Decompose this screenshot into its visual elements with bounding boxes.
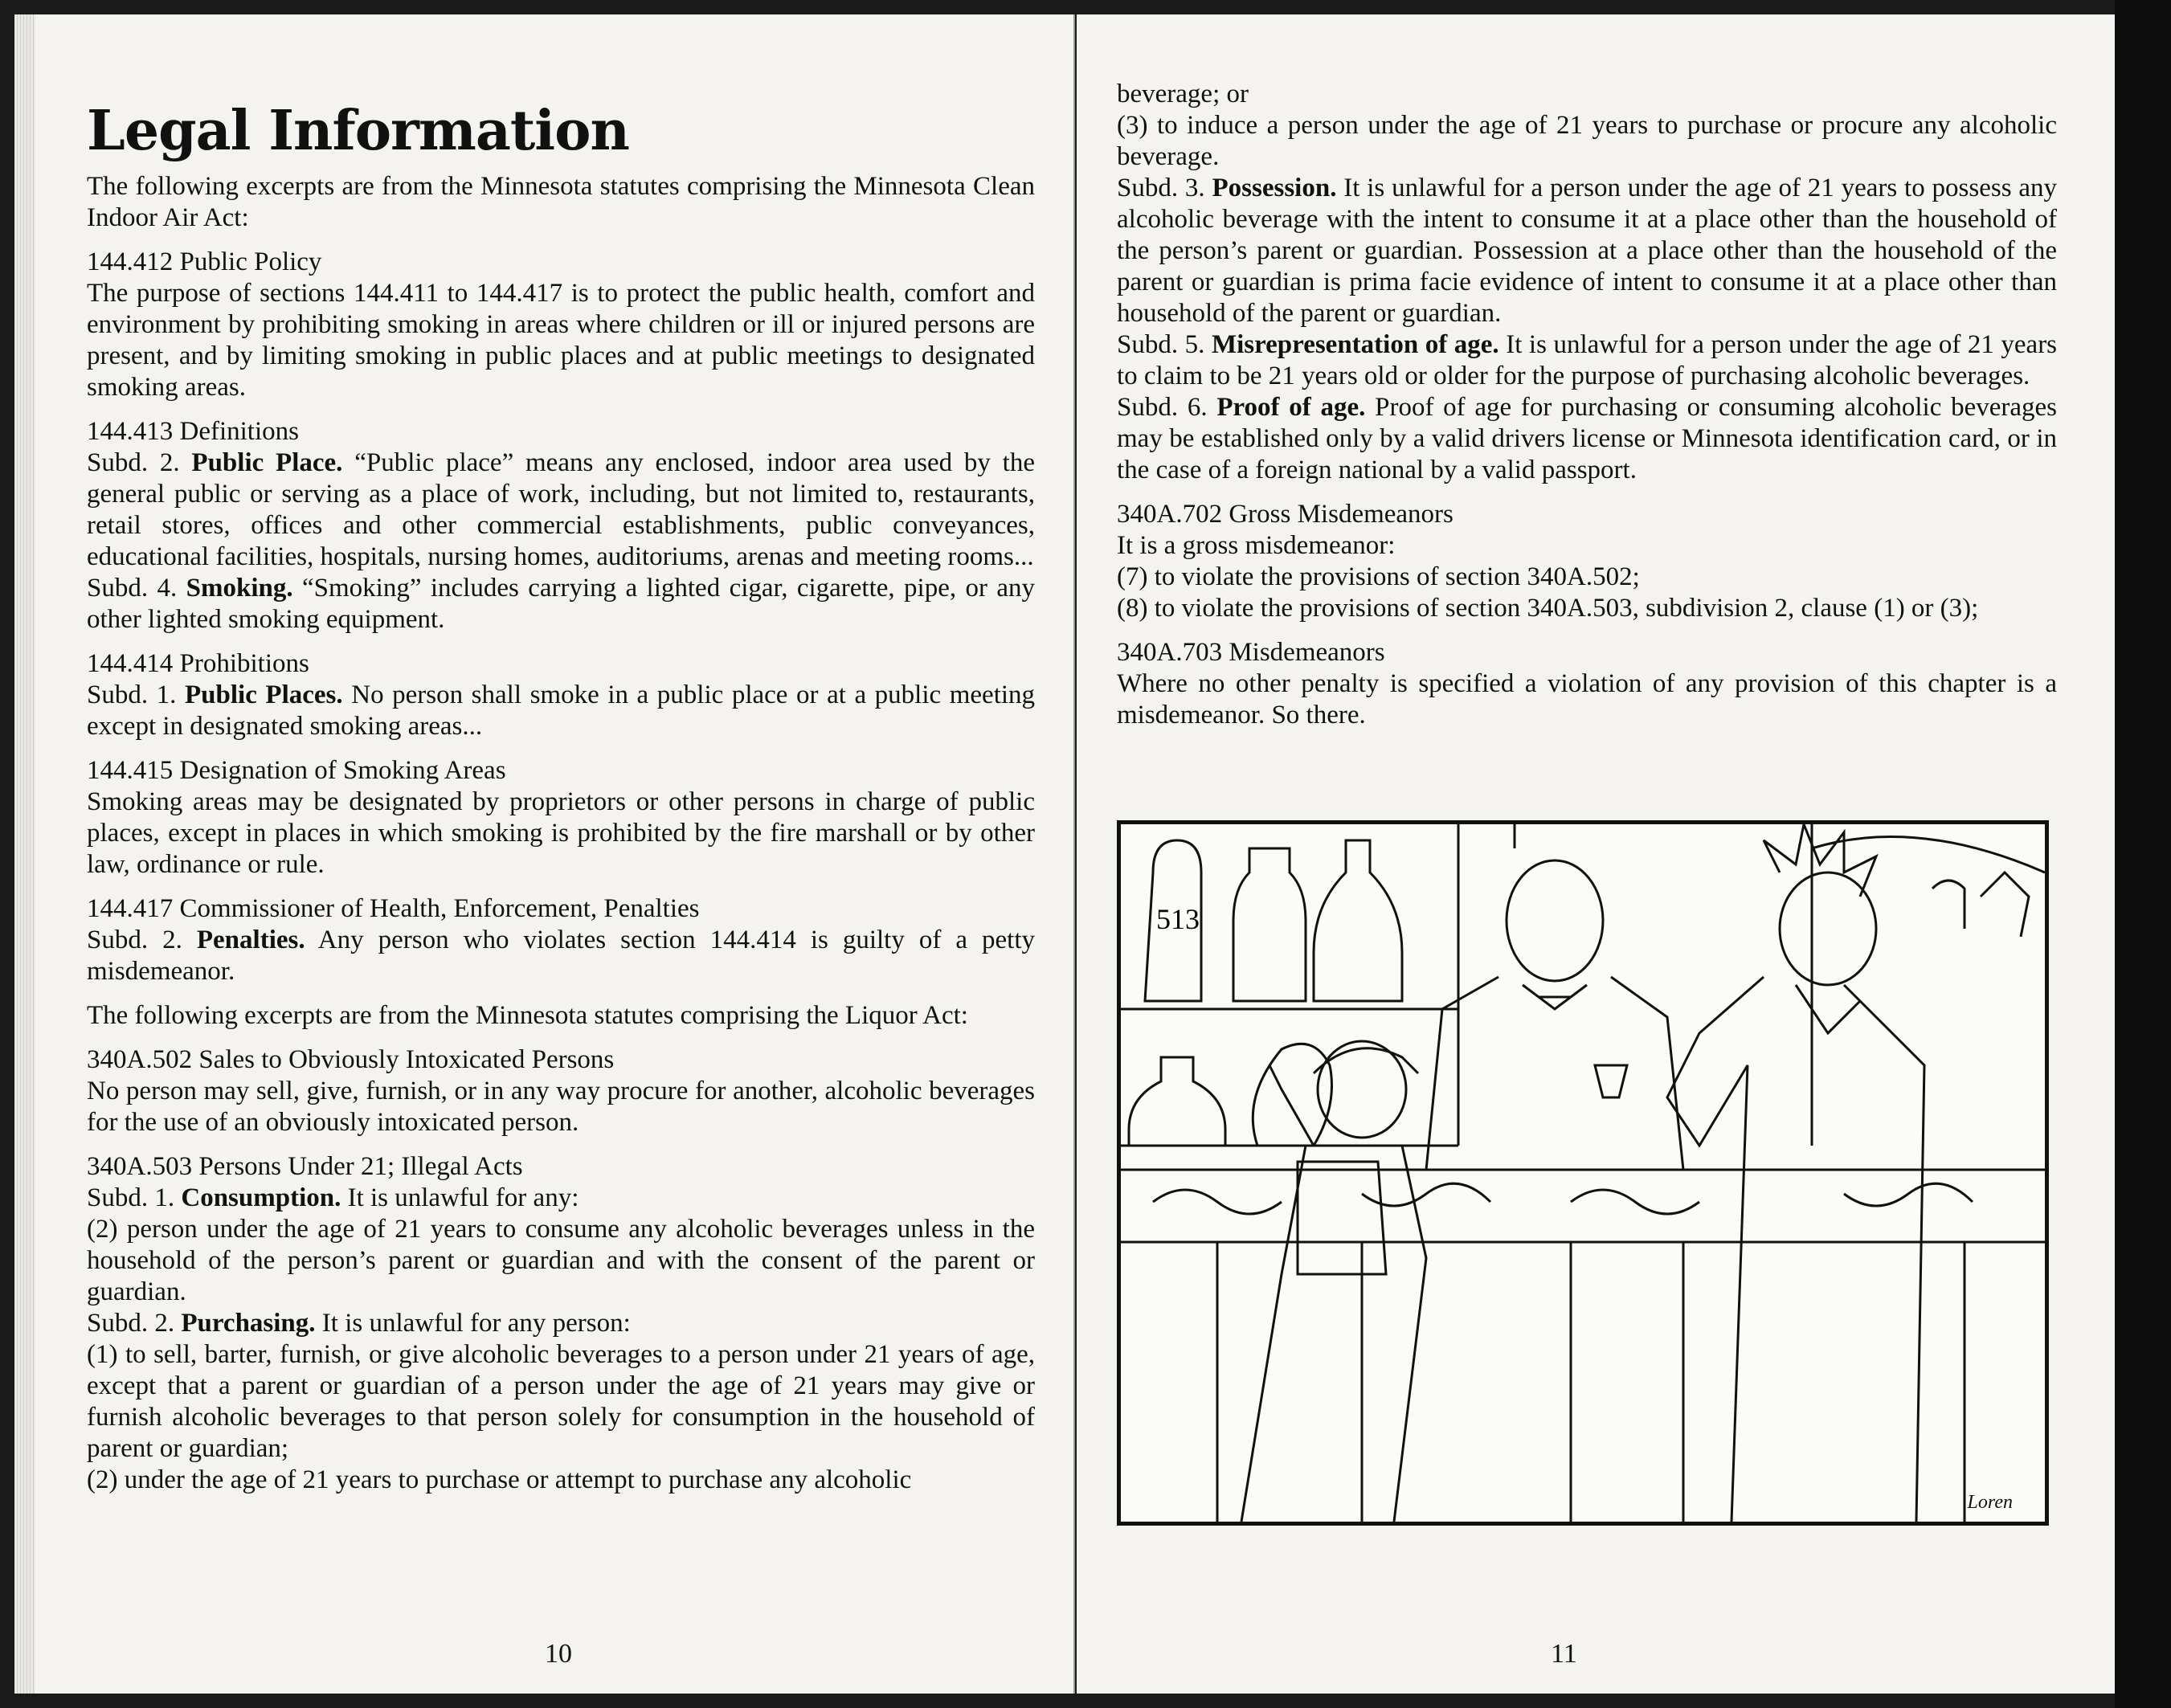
left-text-column [87, 99, 1035, 1509]
subd-heading: Public Places. [185, 680, 343, 709]
bar-carving [1153, 1183, 1973, 1214]
subd-text: It is unlawful for a person under the age of 21 years to claim to be 21 years old or older for the purpose of purchasing alcoholic beverages. [1117, 330, 2058, 390]
doorway-arch [1458, 824, 2045, 1146]
subd-text: No person shall smoke in a public place or at a public meeting except in designated smoking areas... [87, 680, 1036, 741]
glass [1595, 1065, 1627, 1097]
subd-label: Subd. 2. [87, 926, 182, 954]
section-title: 340A.703 Misdemeanors [1117, 638, 1385, 667]
artist-signature: Loren [1967, 1492, 2013, 1513]
section-340a-503 [87, 1151, 1035, 1496]
punk-head [1780, 872, 1876, 985]
right-text-column [1117, 79, 2057, 744]
section-title: 144.412 Public Policy [87, 247, 322, 276]
subd-text: It is unlawful for a person under the age of 21 years to possess any alcoholic beverage with the intent to consume it at a place other than the household of the person’s parent or guardian. Possession at a place other than the household of the parent or guardian is prima facie evidence of intent to consume it at a place other than household of the parent or guardian. [1117, 174, 2058, 328]
subd-heading: Proof of age. [1216, 393, 1366, 422]
section-title: 340A.502 Sales to Obviously Intoxicated Persons [87, 1045, 615, 1074]
subd-text: It is unlawful for any person: [321, 1309, 631, 1338]
subd-label: Subd. 2. [87, 1309, 175, 1338]
subd-text: “Public place” means any enclosed, indoor area used by the general public or serving as a place of work, including, but not limited to, restaurants, retail stores, offices and other commercial establishments, public conveyances, educational facilities, hospitals, nursing homes, auditoriums, arenas and meeting rooms... [87, 448, 1035, 571]
bottle-4 [1129, 1057, 1225, 1146]
book-edge [2115, 0, 2171, 1708]
section-text: No person may sell, give, furnish, or in any way procure for another, alcoholic beverages for the use of an obviously intoxicated person. [87, 1077, 1035, 1137]
subd-text: It is unlawful for any: [347, 1183, 579, 1212]
subd-label: Subd. 4. [87, 574, 178, 603]
bartender-body [1426, 977, 1683, 1170]
bar-scene-illustration [1117, 820, 2049, 1526]
section-144-417 [87, 893, 1035, 987]
section-144-414 [87, 648, 1035, 742]
background-figures [1932, 872, 2029, 937]
subd-heading: Public Place. [191, 448, 343, 477]
subd-label: Subd. 1. [87, 1183, 175, 1212]
subd-heading: Penalties. [196, 926, 305, 954]
subd-text: Proof of age for purchasing or consuming alcoholic beverages may be established only by a valid drivers license or Minnesota identification card, or in the case of a foreign national by a valid passport. [1117, 393, 2058, 484]
intro-liquor-act: The following excerpts are from the Minnesota statutes comprising the Liquor Act: [87, 1001, 968, 1030]
subd-heading: Misrepresentation of age. [1211, 330, 1499, 359]
section-144-412 [87, 247, 1035, 403]
page-number: 10 [545, 1639, 572, 1669]
punk-jacket [1667, 977, 1924, 1522]
subd-label: Subd. 3. [1117, 174, 1205, 202]
bar-front-panels [1217, 1242, 1965, 1522]
subd-heading: Consumption. [181, 1183, 341, 1212]
subd-heading: Smoking. [186, 574, 293, 603]
section-340a-702 [1117, 499, 2057, 624]
section-144-415 [87, 755, 1035, 881]
right-page [1077, 14, 2121, 1694]
clause-text: (2) person under the age of 21 years to consume any alcoholic beverages unless in the household of the person’s parent or guardian and with the consent of the parent or guardian. [87, 1215, 1035, 1306]
section-title: 144.414 Prohibitions [87, 649, 309, 678]
jug-5 [1253, 1044, 1331, 1146]
section-144-413 [87, 416, 1035, 635]
bar-scene-drawing [1121, 824, 2045, 1522]
clause-text: (8) to violate the provisions of section 340A.503, subdivision 2, clause (1) or (3); [1117, 594, 1979, 623]
section-text: It is a gross misdemeanor: [1117, 531, 1396, 560]
clause-text: (7) to violate the provisions of section 340A.502; [1117, 562, 1640, 591]
subd-heading: Possession. [1212, 174, 1337, 202]
bottle-3 [1314, 840, 1402, 1001]
clause-text: (3) to induce a person under the age of 21 years to purchase or procure any alcoholic beverage. [1117, 111, 2057, 171]
intro-clean-indoor-air: The following excerpts are from the Minnesota statutes comprising the Minnesota Clean Indoor Air Act: [87, 172, 1035, 232]
section-title: 144.415 Designation of Smoking Areas [87, 756, 506, 785]
section-text: The purpose of sections 144.411 to 144.417 is to protect the public health, comfort and environment by prohibiting smoking in areas where children or ill or injured persons are present, and by limiting smoking in public places and at public meetings to designated smoking areas. [87, 279, 1035, 402]
left-page [14, 14, 1075, 1694]
subd-text: Any person who violates section 144.414 is guilty of a petty misdemeanor. [87, 926, 1035, 986]
section-text: Where no other penalty is specified a violation of any provision of this chapter is a misdemeanor. So there. [1117, 669, 2057, 729]
section-title: 340A.702 Gross Misdemeanors [1117, 500, 1453, 529]
kid-arm [1269, 1065, 1314, 1146]
kid-body [1241, 1146, 1426, 1522]
section-text: Smoking areas may be designated by proprietors or other persons in charge of public places, except in places in which smoking is prohibited by the fire marshall or by other law, ordinance or rule. [87, 787, 1035, 879]
section-title: 144.417 Commissioner of Health, Enforcement, Penalties [87, 894, 700, 923]
section-340a-703 [1117, 637, 2057, 731]
section-title: 340A.503 Persons Under 21; Illegal Acts [87, 1152, 523, 1181]
clause-text: (2) under the age of 21 years to purchase or attempt to purchase any alcoholic [87, 1465, 912, 1494]
subd-text: “Smoking” includes carrying a lighted cigar, cigarette, pipe, or any other lighted smoking equipment. [87, 574, 1036, 634]
subd-label: Subd. 1. [87, 680, 177, 709]
subd-heading: Purchasing. [181, 1309, 316, 1338]
section-340a-502 [87, 1044, 1035, 1138]
section-title: 144.413 Definitions [87, 417, 299, 446]
page-number: 11 [1551, 1639, 1577, 1669]
bartender-head [1507, 860, 1603, 981]
subd-label: Subd. 5. [1117, 330, 1205, 359]
clause-text: (1) to sell, barter, furnish, or give alcoholic beverages to a person under 21 years of age, except that a parent or guardian of a person under the age of 21 years may give or furnish alcoholic beverages to that person solely for consumption in the household of parent or guardian; [87, 1340, 1035, 1463]
bar-counter-top [1121, 1170, 2045, 1242]
page-title: Legal Information [87, 99, 629, 163]
bottle-label: 513 [1156, 903, 1200, 935]
bottle-2 [1233, 848, 1306, 1001]
subd-label: Subd. 2. [87, 448, 180, 477]
continued-clause [1117, 79, 2057, 486]
clause-text: beverage; or [1117, 80, 1249, 108]
subd-label: Subd. 6. [1117, 393, 1208, 422]
